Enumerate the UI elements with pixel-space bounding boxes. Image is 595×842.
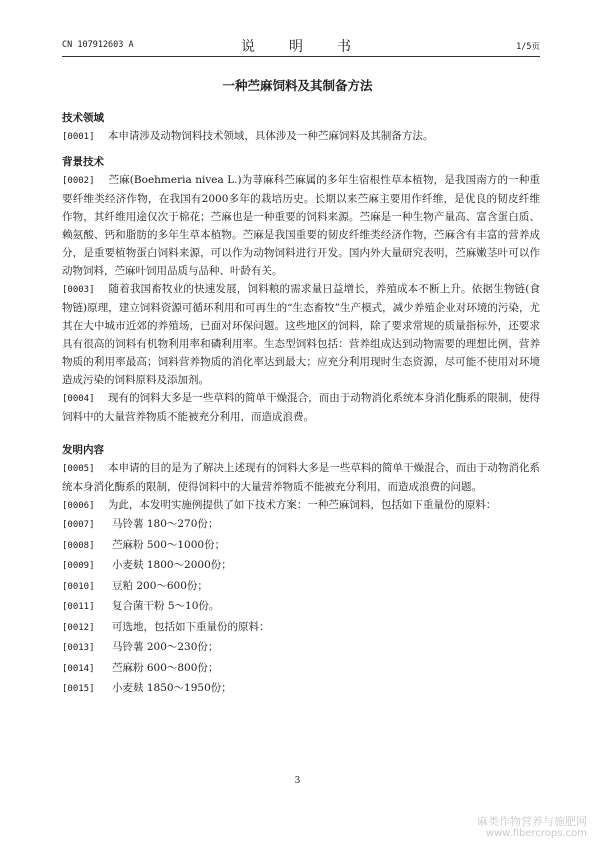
paragraph-text: 为此，本发明实施例提供了如下技术方案：一种苎麻饲料，包括如下重量份的原料： bbox=[107, 499, 497, 511]
list-item bbox=[62, 536, 540, 557]
list-item bbox=[62, 577, 540, 598]
paragraph-number: [0004] bbox=[62, 394, 95, 404]
list-item-text: 马铃薯 200～230份； bbox=[112, 641, 219, 653]
paragraph-text: 现有的饲料大多是一些草料的简单干燥混合，而由于动物消化系统本身消化酶系的限制，使得饲料中的大量营养物质不能被充分利用，而造成浪费。 bbox=[62, 392, 540, 423]
document-number: CN 107912603 A bbox=[62, 40, 134, 50]
paragraph-0001 bbox=[62, 127, 540, 146]
paragraph-0004 bbox=[62, 389, 540, 426]
paragraph-0002 bbox=[62, 171, 540, 280]
paragraph-number: [0006] bbox=[62, 501, 95, 511]
list-item bbox=[62, 618, 540, 639]
section-heading-invention: 发明内容 bbox=[62, 444, 104, 456]
paragraph-number: [0001] bbox=[62, 132, 95, 142]
paragraph-number: [0012] bbox=[62, 622, 95, 633]
paragraph-number: [0010] bbox=[62, 581, 95, 592]
list-item bbox=[62, 638, 540, 659]
paragraph-number: [0005] bbox=[62, 464, 95, 474]
document-title: 一种苎麻饲料及其制备方法 bbox=[222, 78, 373, 93]
document-body bbox=[62, 110, 540, 700]
paragraph-number: [0014] bbox=[62, 663, 95, 674]
paragraph-number: [0003] bbox=[62, 285, 95, 295]
list-item-text: 可选地，包括如下重量份的原料： bbox=[112, 620, 270, 633]
paragraph-text: 苎麻(Boehmeria nivea L.)为荨麻科苎麻属的多年生宿根性草本植物，是我国南方的一种重要纤维类经济作物，在我国有2000多年的栽培历史。长期以来苎麻主要用作纤维，是优良的韧皮纤维作物，其纤维用途仅次于棉花；苎麻也是一种重要的饲料来源。苎麻是一种生物产量高、富含蛋白质、赖氨酸、钙和脂肪的多年生草本植物。苎麻是我国重要的韧皮纤维类经济作物，苎麻含有丰富的营养成分，是重要植物蛋白饲料来源，可以作为动物饲料进行开发。国内外大量研究表明，苎麻嫩茎叶可以作动物饲料，苎麻叶饲用品质与品种、叶龄有关。 bbox=[62, 174, 540, 277]
list-item-text: 复合菌干粉 5～10份。 bbox=[112, 600, 220, 612]
paragraph-text: 随着我国畜牧业的快速发展，饲料粮的需求量日益增长，养殖成本不断上升。依据生物链(食物链)原理，建立饲料资源可循环利用和可再生的“生态畜牧”生产模式，减少养殖企业对环境的污染，尤其在大中城市近郊的养殖场，已面对环保问题。这些地区的饲料，除了要求常规的质量指标外，还要求具有很高的饲料有机物利用率和磷利用率。生态型饲料包括：营养组成达到动物需要的理想比例，营养物质的利用率最高；饲料营养物质的消化率达到最大；应充分利用现时生态资源，尽可能不使用对环境造成污染的饲料原料及添加剂。 bbox=[62, 283, 540, 386]
list-item-text: 小麦麸 1800～2000份； bbox=[112, 559, 232, 571]
list-item-text: 豆粕 200～600份； bbox=[112, 579, 208, 592]
paragraph-text: 本申请涉及动物饲料技术领域，具体涉及一种苎麻饲料及其制备方法。 bbox=[107, 130, 434, 142]
section-heading-tech-field: 技术领域 bbox=[62, 112, 104, 124]
list-item-text: 苎麻粉 600～800份； bbox=[112, 661, 219, 674]
watermark bbox=[477, 816, 587, 839]
list-item bbox=[62, 679, 540, 700]
paragraph-number: [0013] bbox=[62, 643, 95, 653]
page-number: 3 bbox=[294, 776, 301, 786]
list-item bbox=[62, 597, 540, 618]
paragraph-number: [0015] bbox=[62, 684, 95, 694]
paragraph-number: [0007] bbox=[62, 520, 95, 530]
list-item bbox=[62, 659, 540, 680]
watermark-site-name: 麻类作物营养与施肥网 bbox=[477, 815, 587, 828]
paragraph-number: [0002] bbox=[62, 176, 95, 186]
paragraph-0006 bbox=[62, 496, 540, 515]
paragraph-number: [0008] bbox=[62, 540, 95, 551]
page-header bbox=[62, 36, 540, 54]
paragraph-number: [0011] bbox=[62, 602, 95, 612]
paragraph-number: [0009] bbox=[62, 561, 95, 571]
list-item-text: 马铃薯 180～270份； bbox=[112, 518, 219, 530]
header-divider bbox=[62, 56, 540, 57]
paragraph-0003 bbox=[62, 280, 540, 389]
paragraph-0005 bbox=[62, 459, 540, 496]
list-item-text: 小麦麸 1850～1950份； bbox=[112, 682, 232, 694]
page-indicator: 1/5页 bbox=[516, 42, 540, 52]
paragraph-text: 本申请的目的是为了解决上述现有的饲料大多是一些草料的简单干燥混合，而由于动物消化系统本身消化酶系的限制，使得饲料中的大量营养物质不能被充分利用，而造成浪费的问题。 bbox=[62, 462, 540, 493]
section-heading-background: 背景技术 bbox=[62, 156, 104, 168]
watermark-url: www.fibercrops.com bbox=[485, 828, 587, 839]
list-item-text: 苎麻粉 500～1000份； bbox=[112, 538, 226, 551]
document-type: 说 明 书 bbox=[241, 39, 361, 55]
list-item bbox=[62, 515, 540, 536]
list-item bbox=[62, 556, 540, 577]
